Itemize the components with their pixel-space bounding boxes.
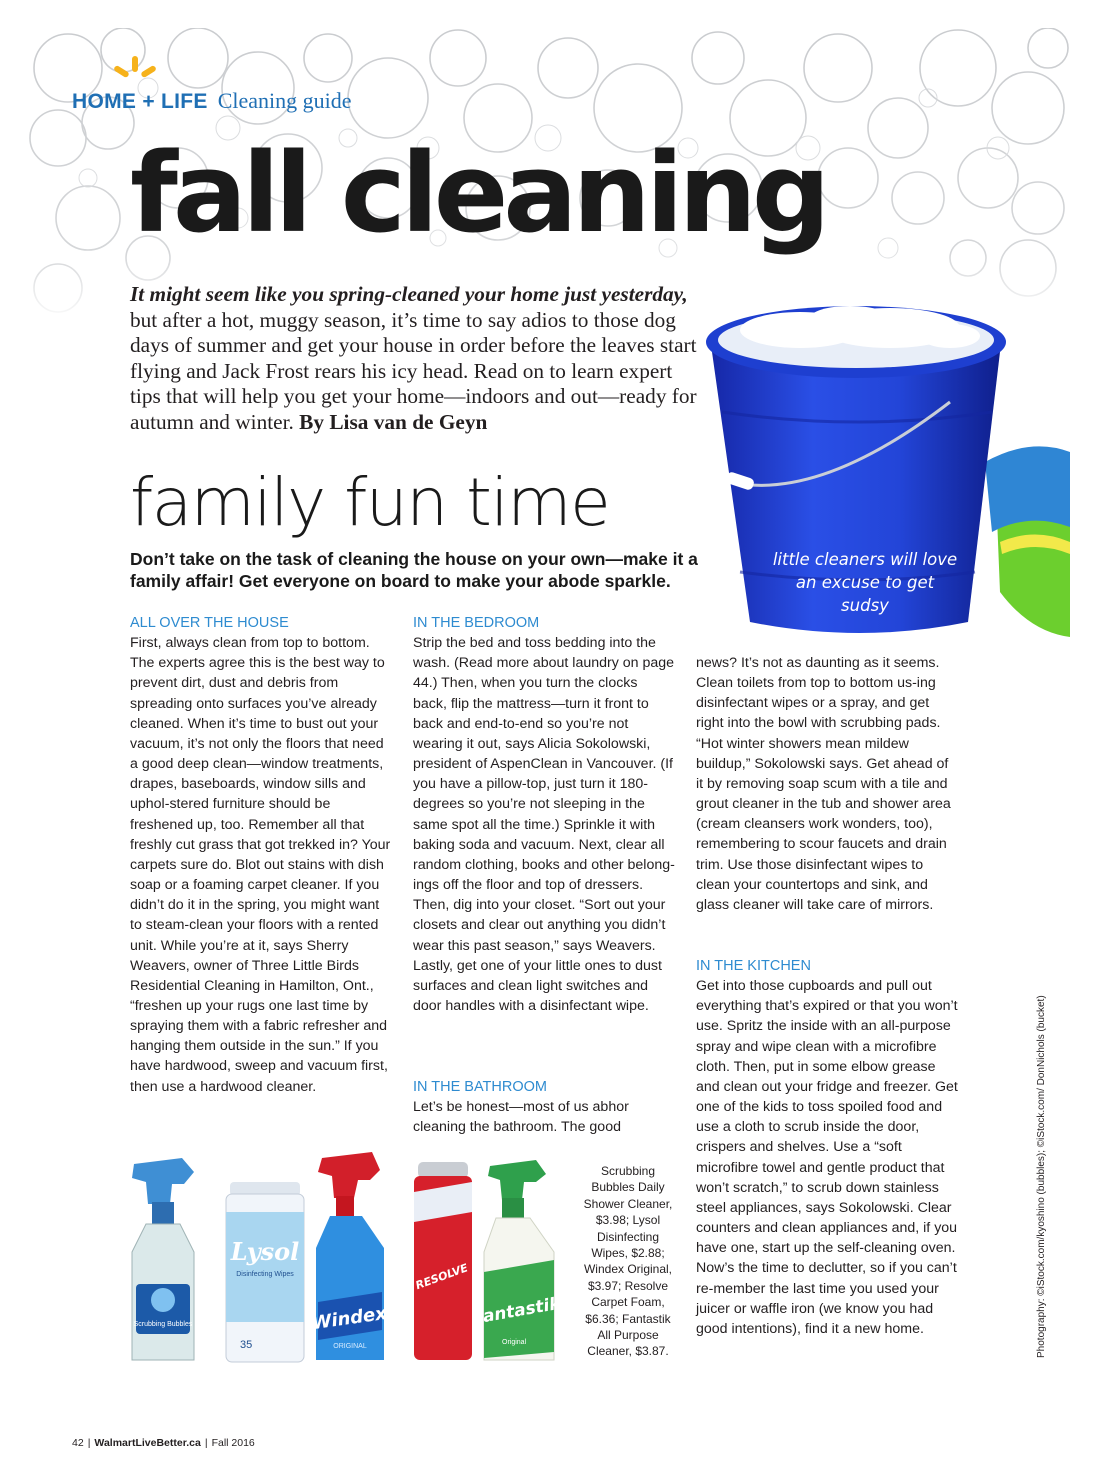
windex-sublabel: ORIGINAL (333, 1343, 367, 1350)
intro-body: but after a hot, muggy season, it’s time to say adios to those dog days of summer and get your house in order before the leaves start flying and Jack Frost rears his icy head. Read on to learn expert tips that will help you get your home—indoors and out—ready for autumn and winter. (130, 307, 697, 434)
windex-bottle-icon (310, 1152, 389, 1360)
walmart-spark-icon (110, 56, 160, 90)
lysol-label: Lysol (230, 1237, 300, 1266)
heading-all-over-the-house: ALL OVER THE HOUSE (130, 615, 289, 631)
column-all-over-the-house (130, 613, 392, 1097)
scrubbing-bubbles-bottle-icon (132, 1158, 194, 1360)
product-caption: Scrubbing Bubbles Daily Shower Cleaner, $3.98; Lysol Disinfecting Wipes, $2.88; Windex Original, $3.97; Resolve Carpet Foam, $6.36; Fantastik All Purpose Cleaner, $3.87. (583, 1164, 673, 1359)
fantastik-label: fantastik (474, 1293, 563, 1329)
page-number: 42 (72, 1437, 84, 1449)
footer-divider: | (204, 1437, 208, 1449)
section-title: family fun time (130, 464, 610, 541)
bucket-caption: little cleaners will love an excuse to get sudsy (772, 550, 958, 615)
footer-issue: Fall 2016 (211, 1437, 255, 1449)
page-title: fall cleaning (130, 129, 826, 257)
dek: Don’t take on the task of cleaning the house on your own—make it a family affair! Get everyone on board to make your abode sparkle. (130, 549, 698, 591)
body-bathroom-part-2: news? It’s not as daunting as it seems. Clean toilets from top to bottom us-ing disinfectant wipes or a spray, and get right into the bowl with scrubbing pads. “Hot winter showers mean mildew buildup,” Sokolowski says. Get ahead of it by removing soap scum with a tile and grout cleaner in the tub and shower area (cream cleansers work wonders, too), remembering to scour faucets and drain trim. Use those disinfectant wipes to clean your countertops and sink, and glass cleaner will take care of mirrors. (696, 655, 951, 913)
brand-label: HOME + LIFE (72, 90, 208, 113)
photo-credit: Photography: ©iStock.com/kyoshino (bubbles); ©iStock.com/ DonNichols (bucket) (1036, 995, 1047, 1358)
intro-lead: It might seem like you spring-cleaned your home just yesterday, (130, 282, 688, 306)
body-all-over-the-house: First, always clean from top to bottom. The experts agree this is the best way to prevent dirt, dust and debris from spreading onto surfaces you’ve already cleaned. When it’s time to bust out your vacuum, it’s not only the floors that need a good deep clean—window treatments, drapes, baseboards, window sills and uphol-stered furniture should be freshened up, too. Remember all that freshly cut grass that got trekked in? Your carpets sure do. Blot out stains with dish soap or a foaming carpet cleaner. If you didn’t do it in the spring, you might want to steam-clean your floors with a rented unit. While you’re at it, says Sherry Weavers, owner of Three Little Birds Residential Cleaning in Hamilton, Ont., “freshen up your rugs one last time by spraying them with a fabric refresher and hanging them outside in the sun.” If you have hardwood, sweep and vacuum first, then use a hardwood cleaner. (130, 635, 391, 1095)
resolve-label: RESOLVE (413, 1261, 470, 1293)
fantastik-sublabel: Original (502, 1339, 527, 1346)
footer-site-link[interactable]: WalmartLiveBetter.ca (94, 1437, 201, 1449)
lysol-sublabel: Disinfecting Wipes (236, 1271, 294, 1278)
heading-bedroom: IN THE BEDROOM (413, 615, 540, 631)
lysol-count-label: 35 (240, 1339, 253, 1351)
section-label: Cleaning guide (217, 88, 352, 113)
byline: By Lisa van de Geyn (299, 409, 488, 434)
heading-kitchen: IN THE KITCHEN (696, 958, 811, 974)
column-bedroom (413, 613, 675, 1016)
column-bathroom (413, 1077, 675, 1137)
column-kitchen (696, 956, 958, 1339)
body-bathroom-part-1: Let’s be honest—most of us abhor cleaning the bathroom. The good (413, 1099, 629, 1136)
scrubbing-bubbles-label: Scrubbing Bubbles (133, 1321, 193, 1328)
windex-label: Windex (310, 1302, 389, 1335)
body-kitchen: Get into those cupboards and pull out everything that’s expired or that you won’t use. Spritz the inside with an all-purpose spray and wipe clean with a microfibre cloth. Then, put in some elbow grease and clean out your fridge and freezer. Get one of the kids to toss spoiled food and use a cloth to scrub inside the door, crispers and shelves. Use a “soft microfibre towel and gentle product that won’t scratch,” to scrub down stainless steel appliances, says Sokolowski. Clear counters and clean appliances and, if you have one, start up the self-cleaning oven. Now’s the time to declutter, so if you can’t re-member the last time you used your juicer or waffle iron (we know you had good intentions), find it a new home. (696, 978, 958, 1337)
body-bedroom: Strip the bed and toss bedding into the wash. (Read more about laundry on page 44.) Then, when you turn the clocks back, flip the mattress—turn it front to back and end-to-end so you’re not wearing it out, says Alicia Sokolowski, president of AspenClean in Vancouver. (If you have a pillow-top, just turn it 180-degrees so you’re not sleeping in the same spot all the time.) Sprinkle it with baking soda and vacuum. Next, clear all random clothing, books and other belong-ings off the floor and top of dressers. Then, dig into your closet. “Sort out your closets and clear out anything you didn’t wear this past season,” says Weavers. Lastly, get one of your little ones to dust surfaces and clean light switches and door handles with a disinfectant wipe. (413, 635, 675, 1014)
footer-divider: | (87, 1437, 91, 1449)
header (72, 88, 352, 114)
intro-paragraph (130, 282, 700, 436)
fantastik-bottle-icon (474, 1160, 564, 1360)
footer (72, 1437, 255, 1449)
lysol-wipes-icon (226, 1182, 304, 1362)
sponge-icon (985, 446, 1070, 637)
heading-bathroom: IN THE BATHROOM (413, 1079, 547, 1095)
column-bathroom-continued (696, 653, 958, 915)
resolve-can-icon (414, 1162, 472, 1360)
products-photo (122, 1152, 582, 1367)
